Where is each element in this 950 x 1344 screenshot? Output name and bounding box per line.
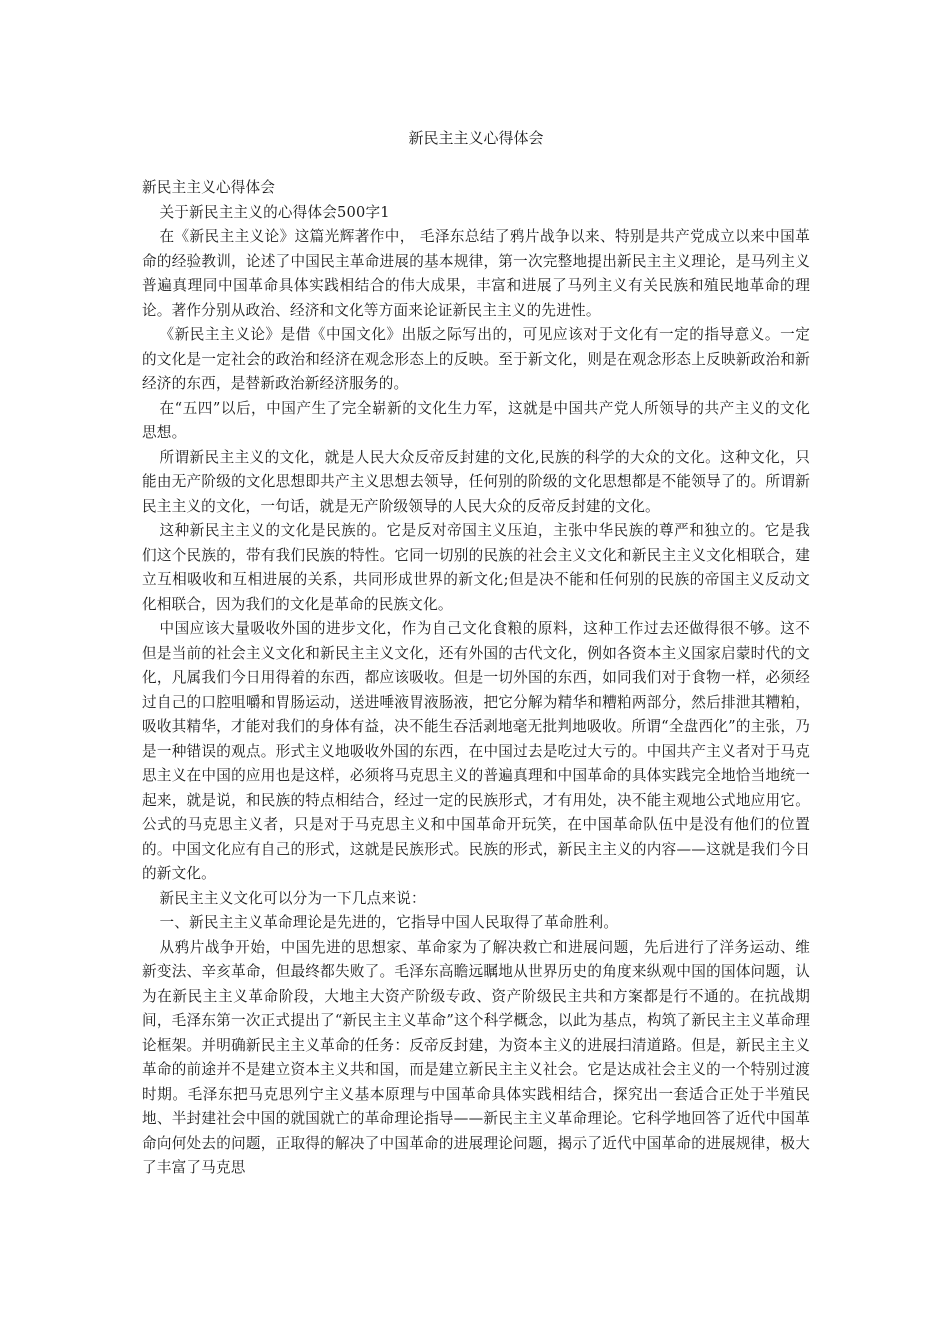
paragraph: 中国应该大量吸收外国的进步文化，作为自己文化食粮的原料，这种工作过去还做得很不够。这不但是当前的社会主义文化和新民主主义文化，还有外国的古代文化，例如各资本主义国家启蒙时代的文化，凡属我们今日用得着的东西，都应该吸收。但是一切外国的东西，如同我们对于食物一样，必须经过自己的口腔咀嚼和胃肠运动，送进唾液胃液肠液，把它分解为精华和糟粕两部分，然后排泄其糟粕，吸收其精华，才能对我们的身体有益，决不能生吞活剥地毫无批判地吸收。所谓“全盘西化”的主张，乃是一种错误的观点。形式主义地吸收外国的东西，在中国过去是吃过大亏的。中国共产主义者对于马克思主义在中国的应用也是这样，必须将马克思主义的普遍真理和中国革命的具体实践完全地恰当地统一起来，就是说，和民族的特点相结合，经过一定的民族形式，才有用处，决不能主观地公式地应用它。公式的马克思主义者，只是对于马克思主义和中国革命开玩笑，在中国革命队伍中是没有他们的位置的。中国文化应有自己的形式，这就是民族形式。民族的形式，新民主主义的内容——这就是我们今日的新文化。 [142,620,810,882]
paragraph: 从鸦片战争开始，中国先进的思想家、革命家为了解决救亡和进展问题，先后进行了洋务运动、维新变法、辛亥革命，但最终都失败了。毛泽东高瞻远瞩地从世界历史的角度来纵观中国的国体问题，认为在新民主主义革命阶段，大地主大资产阶级专政、资产阶级民主共和方案都是行不通的。在抗战期间，毛泽东第一次正式提出了“新民主主义革命”这个科学概念，以此为基点，构筑了新民主主义革命理论框架。并明确新民主主义革命的任务：反帝反封建，为资本主义的进展扫清道路。但是，新民主主义革命的前途并不是建立资本主义共和国，而是建立新民主主义社会。它是达成社会主义的一个特别过渡时期。毛泽东把马克思列宁主义基本原理与中国革命具体实践相结合，探究出一套适合正处于半殖民地、半封建社会中国的就国就亡的革命理论指导——新民主主义革命理论。它科学地回答了近代中国革命向何处去的问题，正取得的解决了中国革命的进展理论问题，揭示了近代中国革命的进展规律，极大了丰富了马克思 [142,938,810,1176]
paragraph: 关于新民主主义的心得体会500字1 [159,203,390,221]
paragraph: 新民主主义文化可以分为一下几点来说： [159,889,426,907]
paragraph: 新民主主义心得体会 [142,179,276,196]
document-title: 新民主主义心得体会 [408,129,544,147]
paragraph: 在“五四”以后，中国产生了完全崭新的文化生力军，这就是中国共产党人所领导的共产主义的文化思想。 [142,399,810,441]
paragraph: 所谓新民主主义的文化，就是人民大众反帝反封建的文化,民族的科学的大众的文化。这种文化，只能由无产阶级的文化思想即共产主义思想去领导，任何别的阶级的文化思想都是不能领导了的。所谓新民主主义的文化，一句话，就是无产阶级领导的人民大众的反帝反封建的文化。 [142,448,810,515]
paragraph: 这种新民主主义的文化是民族的。它是反对帝国主义压迫，主张中华民族的尊严和独立的。它是我们这个民族的，带有我们民族的特性。它同一切别的民族的社会主义文化和新民主主义文化相联合，建立互相吸收和互相进展的关系，共同形成世界的新文化;但是决不能和任何别的民族的帝国主义反动文化相联合，因为我们的文化是革命的民族文化。 [142,522,810,613]
document-body [142,176,810,1181]
paragraph: 一、新民主主义革命理论是先进的，它指导中国人民取得了革命胜利。 [159,914,619,931]
paragraph: 《新民主主义论》是借《中国文化》出版之际写出的，可见应该对于文化有一定的指导意义。一定的文化是一定社会的政治和经济在观念形态上的反映。至于新文化，则是在观念形态上反映新政治和新经济的东西，是替新政治新经济服务的。 [142,326,810,392]
paragraph: 在《新民主主义论》这篇光辉著作中， 毛泽东总结了鸦片战争以来、特别是共产党成立以来中国革命的经验教训，论述了中国民主革命进展的基本规律，第一次完整地提出新民主主义理论，是马列主义普遍真理同中国革命具体实践相结合的伟大成果，丰富和进展了马列主义有关民族和殖民地革命的理论。著作分别从政治、经济和文化等方面来论证新民主主义的先进性。 [142,228,810,319]
